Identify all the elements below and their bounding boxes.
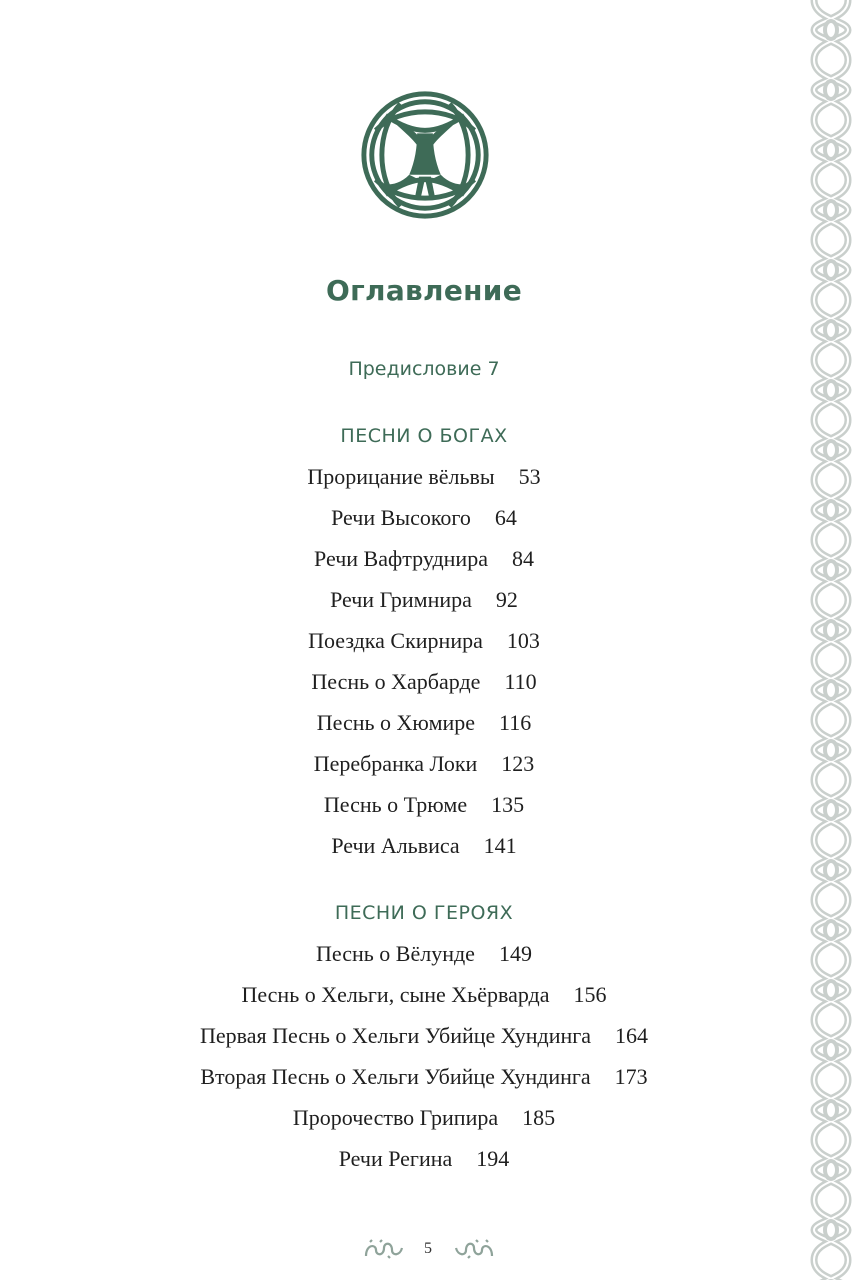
ornament-right-icon xyxy=(452,1236,496,1262)
entry-page: 135 xyxy=(491,792,525,817)
section-heading-heroes: ПЕСНИ О ГЕРОЯХ xyxy=(334,902,514,924)
entry-title: Песнь о Трюме xyxy=(323,792,468,817)
entry-title: Пророчество Грипира xyxy=(292,1105,499,1130)
entry-page: 92 xyxy=(495,587,518,612)
entry-page: 64 xyxy=(494,505,517,530)
toc-entry xyxy=(0,940,848,968)
toc-entry xyxy=(0,1104,848,1132)
entry-title: Первая Песнь о Хельги Убийце Хундинга xyxy=(199,1023,592,1048)
toc-entry xyxy=(0,1145,848,1173)
toc-title: Оглавление xyxy=(325,274,522,307)
entry-title: Песнь о Хюмире xyxy=(316,710,476,735)
ornament-left-icon xyxy=(362,1236,406,1262)
entry-page: 110 xyxy=(504,669,537,694)
entry-page: 173 xyxy=(614,1064,648,1089)
toc-entry xyxy=(0,504,848,532)
entry-page: 141 xyxy=(483,833,517,858)
section-heading-gods: ПЕСНИ О БОГАХ xyxy=(340,425,508,447)
entry-title: Речи Регина xyxy=(338,1146,453,1171)
entry-page: 84 xyxy=(511,546,534,571)
toc-entry xyxy=(0,709,848,737)
toc-entry xyxy=(0,586,848,614)
toc-entry xyxy=(0,791,848,819)
entry-title: Поездка Скирнира xyxy=(308,628,483,653)
preface-entry: Предисловие 7 xyxy=(348,358,500,380)
entry-title: Вторая Песнь о Хельги Убийце Хундинга xyxy=(200,1064,591,1089)
page-number: 5 xyxy=(424,1240,432,1257)
tree-of-life-icon xyxy=(356,86,494,224)
entry-title: Перебранка Локи xyxy=(313,751,478,776)
entry-page: 164 xyxy=(615,1023,649,1048)
toc-entry xyxy=(0,668,848,696)
toc-entry xyxy=(0,1022,848,1050)
toc-entry xyxy=(0,981,848,1009)
entry-title: Речи Высокого xyxy=(331,505,471,530)
entry-page: 149 xyxy=(498,941,532,966)
toc-entry xyxy=(0,750,848,778)
entry-page: 53 xyxy=(518,464,541,489)
entry-page: 194 xyxy=(476,1146,510,1171)
entry-page: 123 xyxy=(501,751,535,776)
entry-page: 156 xyxy=(573,982,607,1007)
toc-entry xyxy=(0,463,848,491)
entry-title: Речи Вафтруднира xyxy=(314,546,488,571)
toc-entry xyxy=(0,1063,848,1091)
toc-entry xyxy=(0,627,848,655)
entry-title: Песнь о Хельги, сыне Хьёрварда xyxy=(241,982,550,1007)
entry-page: 103 xyxy=(506,628,540,653)
entry-page: 116 xyxy=(499,710,532,735)
entry-title: Песнь о Харбарде xyxy=(311,669,481,694)
toc-entry xyxy=(0,545,848,573)
entry-title: Песнь о Вёлунде xyxy=(316,941,475,966)
page-footer xyxy=(0,1234,856,1268)
entry-title: Прорицание вёльвы xyxy=(307,464,495,489)
toc-entry xyxy=(0,832,848,860)
entry-title: Речи Гримнира xyxy=(330,587,472,612)
entry-page: 185 xyxy=(522,1105,556,1130)
entry-title: Речи Альвиса xyxy=(331,833,460,858)
